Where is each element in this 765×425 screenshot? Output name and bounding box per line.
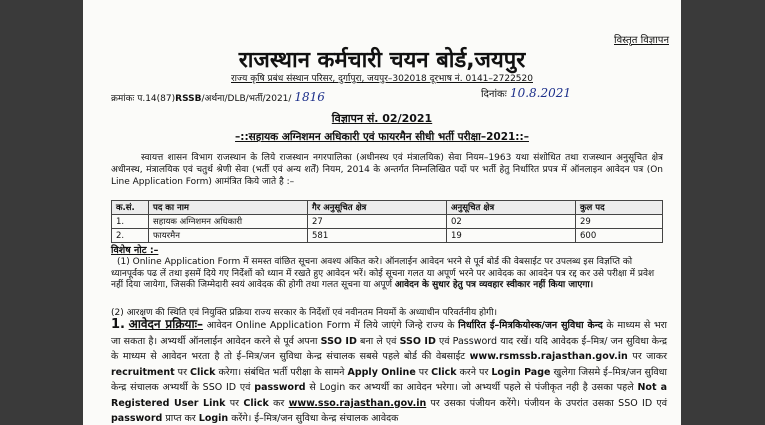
special-note-2: (2) आरक्षण की स्थिति एवं नियुक्ति प्रक्रिया राज्य सरकार के निर्देशों एवं नवीनतम नियमों के अध्याधीन परिवर्तनीय होगी। — [111, 308, 497, 318]
reference-label: क्रमांकः — [111, 94, 135, 104]
table-cell: 600 — [576, 229, 663, 243]
advertisement-subject: –::सहायक अग्निशमन अधिकारी एवं फायरमैन सीधी भर्ती परीक्षा–2021::– — [235, 131, 529, 143]
table-header-cell: पद का नाम — [149, 201, 308, 215]
reference-board: RSSB — [175, 94, 202, 104]
table-header-cell: गैर अनुसूचित क्षेत्र — [308, 201, 447, 215]
section-bold-text: Not a Registered User Link — [111, 382, 667, 409]
table-cell: 27 — [308, 215, 447, 229]
section-heading: आवेदन प्रक्रियाः– — [128, 317, 204, 331]
organization-name: राजस्थान कर्मचारी चयन बोर्ड,जयपुर — [238, 48, 526, 73]
section-text: करेंगे। ई–मित्र/जन सुविधा केन्द्र संचालक आवेदक — [228, 413, 399, 424]
table-cell: सहायक अग्निशमन अधिकारी — [149, 215, 308, 229]
table-header-cell: कुल पद — [576, 201, 663, 215]
table-header-row — [112, 201, 663, 215]
special-note-heading: विशेष नोट :– — [111, 245, 159, 256]
board-website-link: www.rsmssb.rajasthan.gov.in — [469, 351, 628, 362]
section-bold-text: Click — [243, 397, 269, 409]
posts-table — [111, 200, 663, 243]
table-row — [112, 215, 663, 229]
section-text: से Login कर अभ्यर्थी का आवेदन भरेगा। जो अभ्यर्थी पहले से पंजीकृत नही है उसका पहले — [305, 382, 638, 393]
table-cell: फायरमैन — [149, 229, 308, 243]
section-text: प्राप्त कर — [162, 413, 199, 424]
table-cell: 2. — [112, 229, 149, 243]
sso-website-link: www.sso.rajasthan.gov.in — [288, 397, 427, 409]
section-number: 1. — [111, 317, 125, 332]
table-cell: 02 — [447, 215, 576, 229]
advertisement-number: विज्ञापन सं. 02/2021 — [331, 112, 433, 125]
section-bold-text: recruitment — [111, 366, 175, 378]
section-text: पर उसका पंजीयन करेंगे। पंजीयन के उपरांत उसका SSO ID एवं — [426, 397, 667, 409]
section-bold-text: Click — [431, 366, 457, 378]
section-bold-text: password — [254, 382, 306, 393]
section-text: पर जाकर — [627, 351, 667, 362]
section-bold-text: SSO ID — [320, 335, 357, 347]
section-text: पर — [225, 397, 244, 409]
reference-number — [111, 90, 325, 104]
section-bold-text: Login — [198, 413, 229, 424]
table-cell: 29 — [576, 215, 663, 229]
section-text: कर — [268, 397, 289, 409]
section-text: पर — [415, 366, 432, 378]
viewer-background-right — [681, 0, 765, 425]
section-text: के माध्यम से भरा जा सकता है। अभ्यर्थी ऑनलाईन आवेदन करने से पूर्व अपना — [111, 320, 667, 347]
date-label: दिनांकः — [481, 89, 507, 100]
intro-paragraph: स्वायत्त शासन विभाग राजस्थान के लिये राजस्थान नगरपालिका (अधीनस्थ एवं मंत्रालयिक) सेवा नियम–1963 यथा संशोधित तथा राजस्थान अनुसूचित क्षेत्र अधीनस्थ, मंत्रालयिक एवं चतुर्थ श्रेणी सेवा (भर्ती एवं अन्य शर्तें) नियम, 2014 के अन्तर्गत निम्नलिखित पदों पर भर्ती हेतु निर्धारित प्रपत्र में ऑनलाइन आवेदन पत्र (On Line Application Form) आमंत्रित किये जाते है :– — [111, 153, 663, 187]
reference-handwritten: 1816 — [294, 90, 325, 104]
section-bold-text: password — [111, 413, 163, 424]
section-text: करेगा। संबंधित भर्ती परीक्षा के सामने — [215, 366, 348, 378]
section-bold-text: निर्धारित ई–मित्रकियोस्क/जन सुविधा केन्द — [458, 320, 603, 331]
organization-address: राज्य कृषि प्रबंध संस्थान परिसर, दुर्गापुरा, जयपुर–302018 दूरभाष नं. 0141–2722520 — [231, 74, 533, 84]
section-text: करने पर — [456, 366, 492, 378]
viewer-background-left — [0, 0, 83, 425]
section-text: आवेदन Online Application Form में लिये जाएंगे जिन्हे राज्य के — [203, 320, 459, 331]
table-header-cell: अनुसूचित क्षेत्र — [447, 201, 576, 215]
table-header-cell: क.सं. — [112, 201, 149, 215]
section-bold-text: Apply Online — [347, 366, 416, 378]
reference-prefix: प.14(87) — [137, 94, 176, 104]
section-bold-text: Click — [190, 366, 216, 378]
section-text: एवं Password याद रखें। यदि आवेदक ई–मित्र/ जन सुविधा केन्द्र के माध्यम से आवेदन भरता है तो ई–मित्र/जन सुविधा केन्द्र संचालक सबसे पहले बोर्ड की वेबसाईट — [111, 335, 667, 362]
special-note-1 — [111, 257, 663, 292]
note1-text: (1) Online Application Form में समस्त वांछित सूचना अवश्य अंकित करे। ऑनलाईन आवेदन भरने से पूर्व बोर्ड की वेबसाईट पर उपलब्ध इस विज्ञप्ति को ध्यानपूर्वक पढ लें तथा इसमें दिये गए निर्देशों को ध्यान में रखते हुए आवेदन भरें। कोई सूचना गलत या अपूर्ण भरने पर आवेदक का आवदेन पत्र रद्द कर उसे परीक्षा में प्रवेश नहीं दिया जायेगा, जिसकी जिम्मेदारी स्वयं आवेदक की होगी तथा गलत सूचना या अपूर्ण — [111, 257, 655, 290]
detailed-advertisement-tag: विस्तृत विज्ञापन — [614, 35, 669, 46]
table-row — [112, 229, 663, 243]
section-application-process — [111, 317, 667, 425]
date-line — [481, 86, 571, 100]
section-text: पर — [174, 366, 190, 378]
section-bold-text: SSO ID — [399, 335, 436, 347]
table-cell: 581 — [308, 229, 447, 243]
section-text: खुलेगा जिसमे ई–मित्र/जन सुविधा केन्द्र संचालक अभ्यर्थी के SSO ID एवं — [111, 366, 667, 393]
section-text: बना ले एवं — [356, 335, 400, 347]
date-handwritten: 10.8.2021 — [509, 86, 572, 100]
document-page — [83, 0, 681, 425]
table-cell: 1. — [112, 215, 149, 229]
section-bold-text: Login Page — [491, 366, 551, 378]
table-cell: 19 — [447, 229, 576, 243]
reference-rest: /अर्थना/DLB/भर्ती/2021/ — [201, 94, 292, 104]
note1-bold-text: आवेदन के सुधार हेतु पत्र व्यवहार स्वीकार नहीं किया जाएगा। — [394, 280, 594, 290]
